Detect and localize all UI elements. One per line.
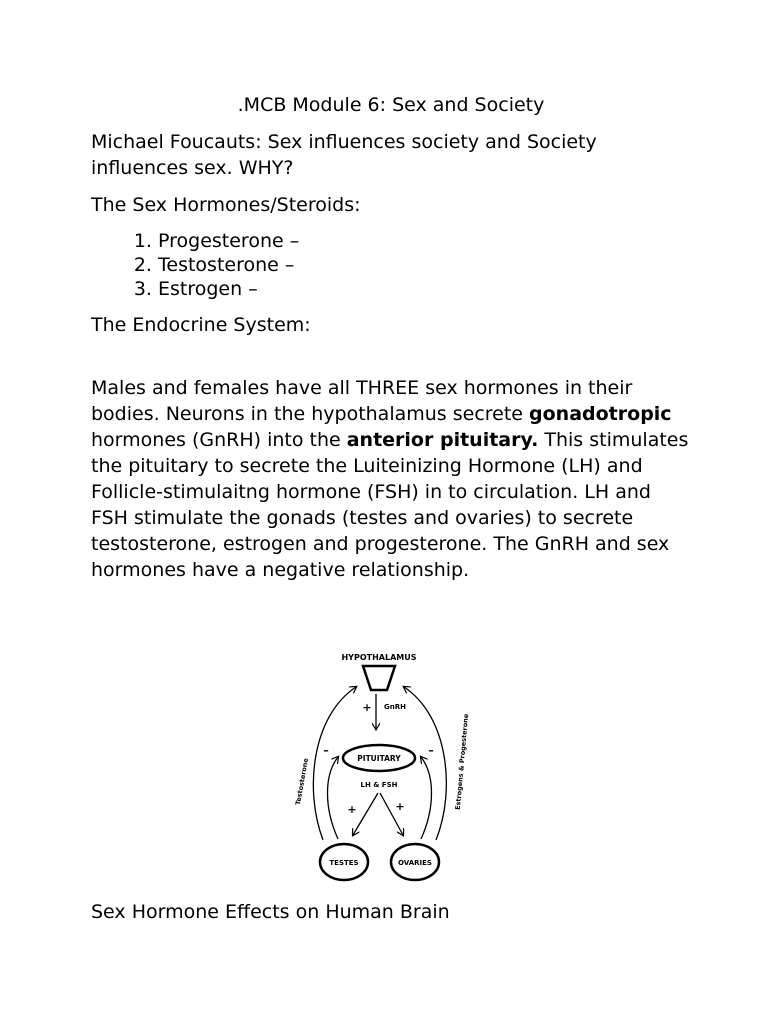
paragraph-bold-term: gonadotropic <box>529 403 672 425</box>
hormones-list <box>91 229 691 301</box>
intro-paragraph: Michael Foucauts: Sex influences society and Society influences sex. WHY? <box>91 131 597 179</box>
page-title: .MCB Module 6: Sex and Society <box>237 94 545 116</box>
lh-fsh-label: LH & FSH <box>360 781 398 789</box>
left-minus-sign: – <box>323 744 329 757</box>
hormones-heading: The Sex Hormones/Steroids: <box>91 194 361 216</box>
paragraph-text: hormones (GnRH) into the <box>91 429 347 451</box>
right-minus-sign: – <box>428 744 434 757</box>
testes-label: TESTES <box>329 859 359 867</box>
testosterone-label: Testosterone <box>293 757 311 806</box>
pituitary-label: PITUITARY <box>357 754 401 763</box>
paragraph-text: This stimulates the pituitary to secrete the Luiteinizing Hormone (LH) and Follicle-stimulaitng hormone (FSH) in to circulation. LH and FSH stimulate the gonads (testes and ovaries) to secrete testosterone, estrogen and progesterone. The GnRH and sex hormones have a negative relationship. <box>91 429 689 581</box>
document-body <box>91 92 691 594</box>
endocrine-diagram <box>290 648 480 884</box>
estrogens-progesterone-label: Estrogens & Progesterone <box>453 713 471 811</box>
lh-fsh-arrow-left <box>353 793 378 835</box>
testosterone-inner-arrow <box>328 757 339 839</box>
section-heading: Sex Hormone Effects on Human Brain <box>91 901 450 923</box>
estrogen-inner-arrow <box>421 757 432 839</box>
hypothalamus-label: HYPOTHALAMUS <box>341 653 417 662</box>
hypothalamus-shape <box>363 666 395 690</box>
endocrine-heading: The Endocrine System: <box>91 314 311 336</box>
list-item: 2. Testosterone – <box>158 253 691 277</box>
gnrh-label: GnRH <box>384 703 406 711</box>
gnrh-plus-sign: + <box>362 701 372 714</box>
endocrine-paragraph <box>91 375 691 583</box>
list-item: 1. Progesterone – <box>158 229 691 253</box>
lh-fsh-plus-right: + <box>395 800 405 813</box>
paragraph-text: Males and females have all THREE sex hormones in their bodies. Neurons in the hypothalamus secrete <box>91 377 633 425</box>
paragraph-bold-term: anterior pituitary. <box>346 429 539 451</box>
testosterone-outer-arrow <box>313 687 356 840</box>
ovaries-label: OVARIES <box>398 859 432 867</box>
lh-fsh-plus-left: + <box>347 803 357 816</box>
list-item: 3. Estrogen – <box>158 277 691 301</box>
